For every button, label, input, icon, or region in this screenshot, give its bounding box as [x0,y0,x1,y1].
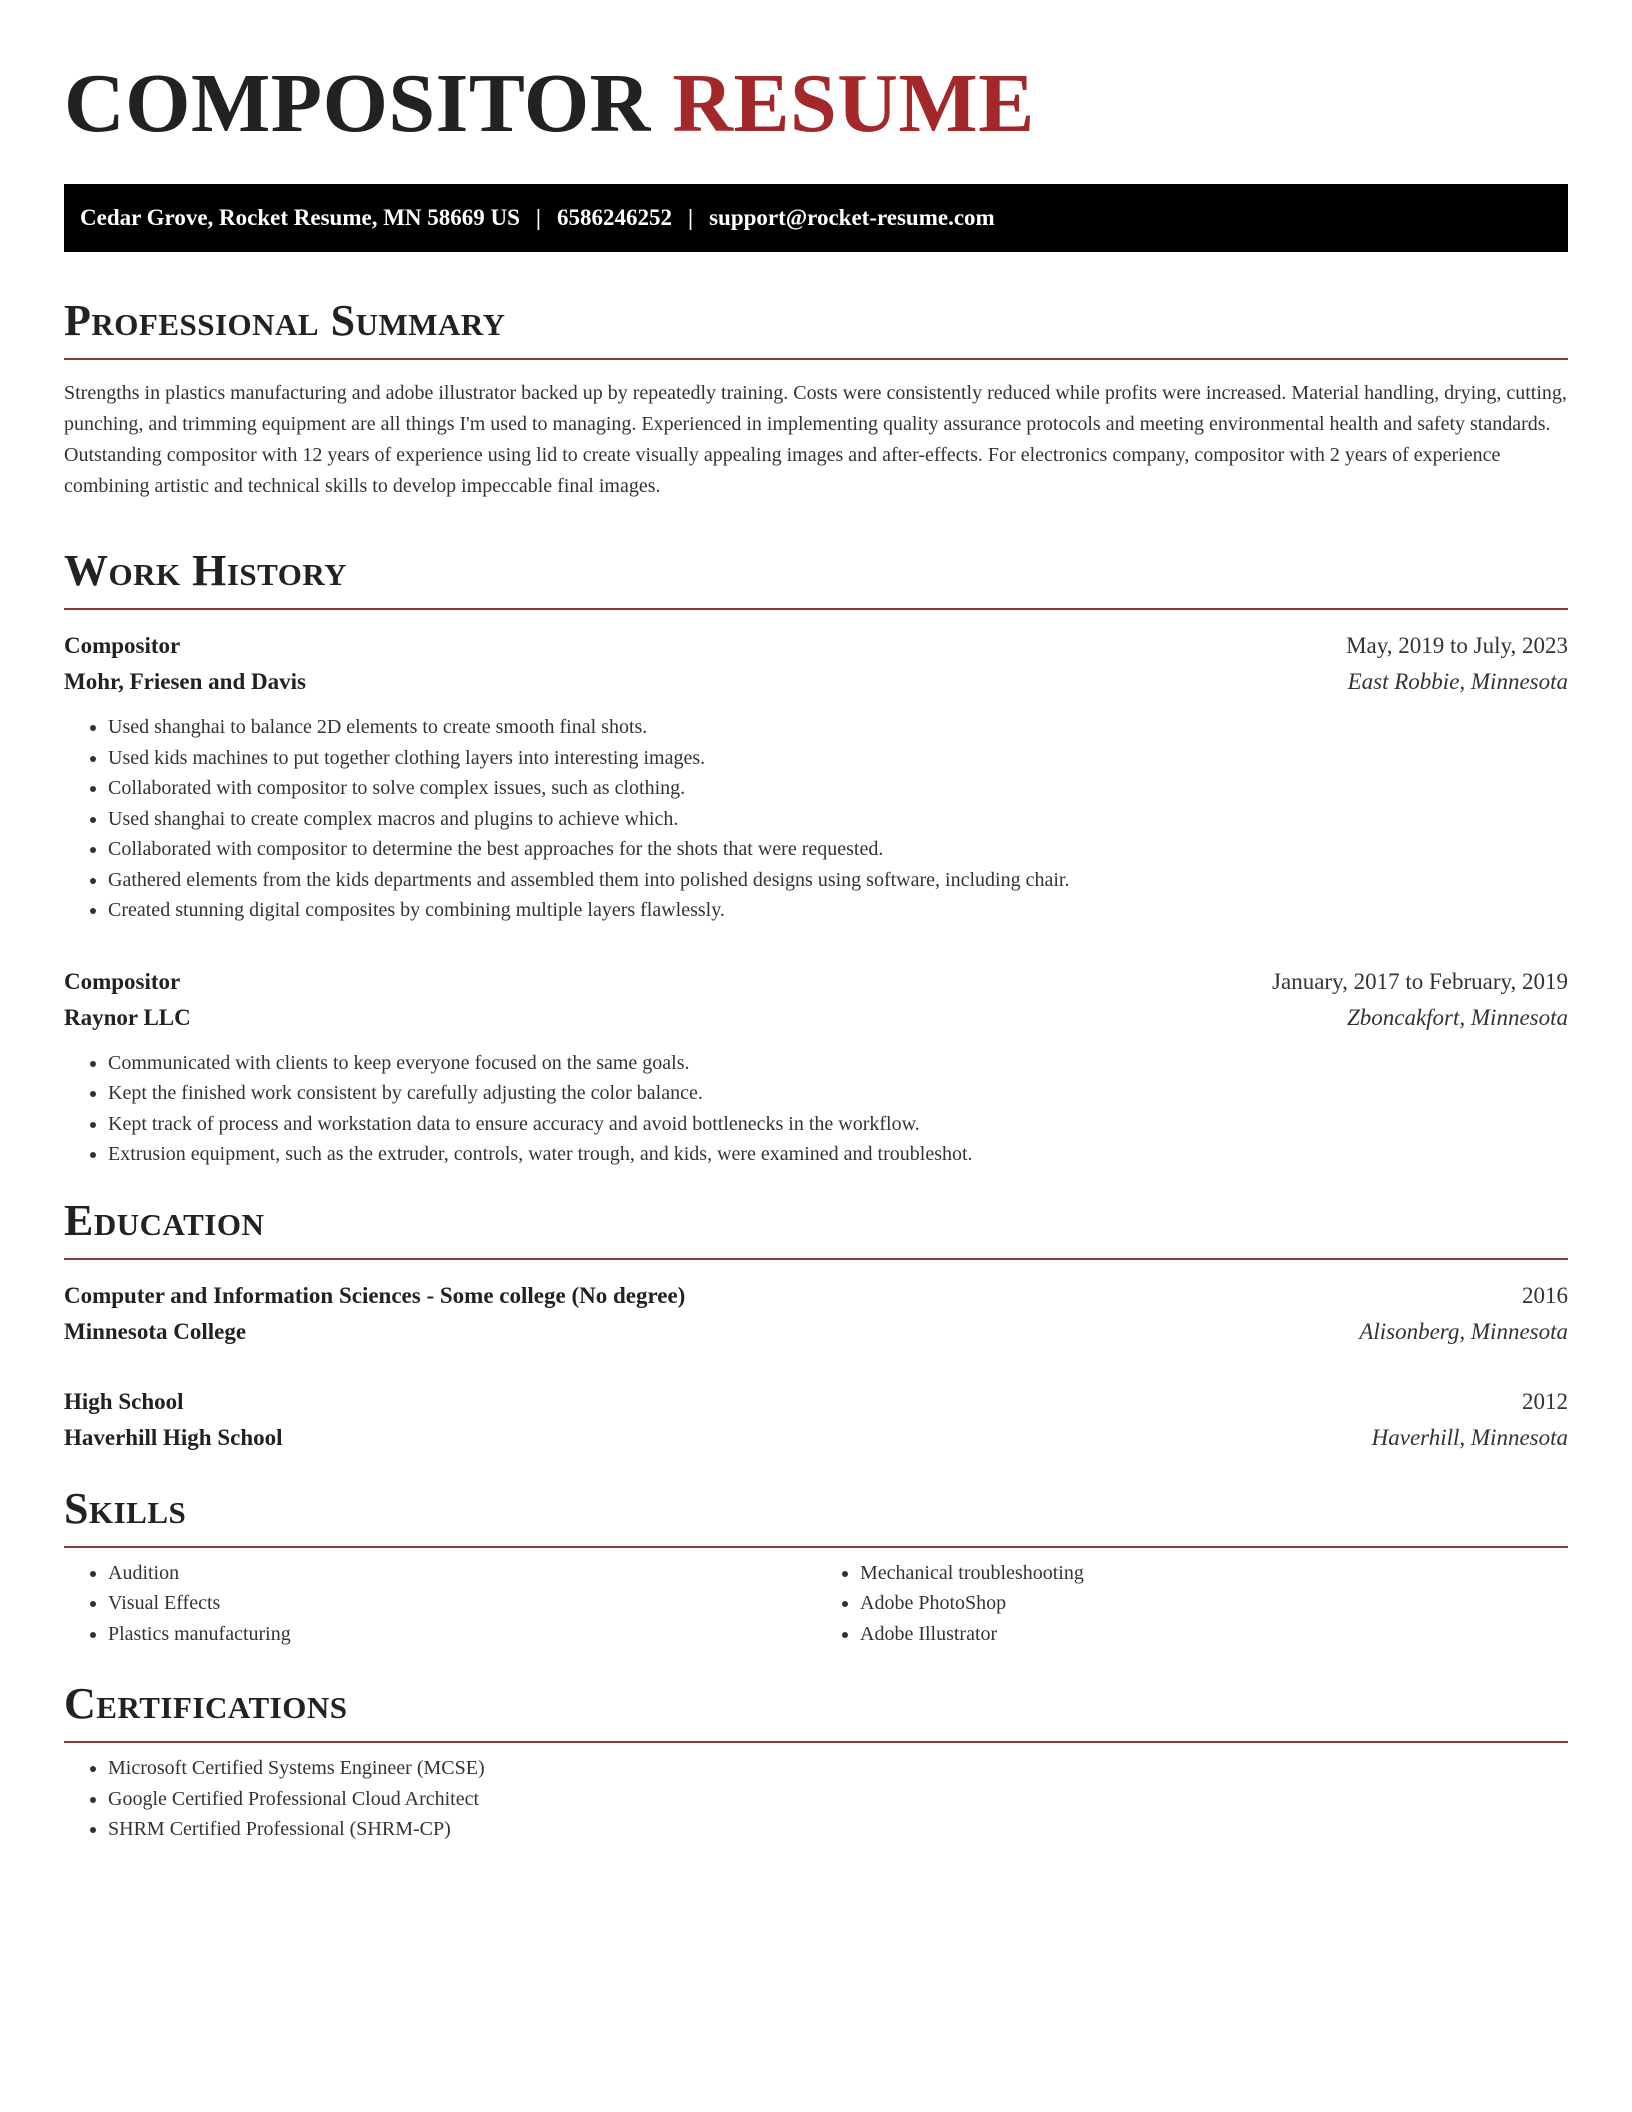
education-header-row [64,1278,1568,1314]
job-header-row [64,628,1568,664]
certifications-section [64,1679,1568,1845]
job-title: Compositor [64,968,181,994]
contact-phone: 6586246252 [557,205,672,230]
skills-section [64,1484,1568,1650]
job-dates: May, 2019 to July, 2023 [1346,633,1568,658]
education-header-row [64,1384,1568,1420]
education-school-row [64,1314,1568,1350]
job-header-row [64,964,1568,1000]
work-history-section [64,546,1568,1170]
certifications-list [64,1753,1568,1845]
list-item: • Used shanghai to balance 2D elements to create smooth final shots. [108,712,1568,743]
contact-separator: | [688,205,694,230]
list-item: • Created stunning digital composites by combining multiple layers flawlessly. [108,895,1568,926]
section-divider [64,1258,1568,1260]
list-item: • Audition [108,1558,816,1589]
job-entry [64,628,1568,926]
list-item: • Extrusion equipment, such as the extruder, controls, water trough, and kids, were examined and troubleshot. [108,1139,1568,1170]
section-title-work-history: Work History [64,546,348,595]
list-item: • SHRM Certified Professional (SHRM-CP) [108,1814,1568,1845]
title-main: COMPOSITOR [64,57,651,150]
list-item: • Plastics manufacturing [108,1619,816,1650]
education-degree: High School [64,1388,184,1414]
job-entry [64,964,1568,1170]
education-entry [64,1278,1568,1350]
education-degree: Computer and Information Sciences - Some college (No degree) [64,1282,686,1308]
skills-column-left [64,1558,816,1650]
contact-email[interactable]: support@rocket-resume.com [709,205,995,230]
list-item: • Adobe PhotoShop [860,1588,1568,1619]
skills-column-right [816,1558,1568,1650]
education-year: 2012 [1522,1388,1568,1414]
section-title-education: Education [64,1195,265,1245]
job-company: Raynor LLC [64,1004,191,1030]
resume-title [64,58,1568,150]
education-entry [64,1384,1568,1456]
education-year: 2016 [1522,1282,1568,1308]
job-company: Mohr, Friesen and Davis [64,669,306,694]
job-title: Compositor [64,633,181,658]
list-item: • Google Certified Professional Cloud Architect [108,1784,1568,1815]
list-item: • Collaborated with compositor to determine the best approaches for the shots that were requested. [108,834,1568,865]
job-dates: January, 2017 to February, 2019 [1272,968,1568,994]
section-title-summary: Professional Summary [64,296,506,345]
job-company-row [64,664,1568,700]
section-divider [64,608,1568,610]
title-accent: RESUME [672,57,1035,150]
job-company-row [64,1000,1568,1036]
education-section [64,1196,1568,1456]
job-bullets [64,1048,1568,1170]
section-divider [64,1741,1568,1743]
education-school: Haverhill High School [64,1424,283,1450]
skills-grid [64,1558,1568,1650]
section-title-certifications: Certifications [64,1679,348,1728]
list-item: • Kept the finished work consistent by carefully adjusting the color balance. [108,1078,1568,1109]
list-item: • Adobe Illustrator [860,1619,1568,1650]
section-divider [64,358,1568,360]
section-title-skills: Skills [64,1483,187,1533]
summary-text: Strengths in plastics manufacturing and adobe illustrator backed up by repeatedly training. Costs were consistently reduced while profits were increased. Material handling, drying, cutting, punching, and trimming equipment are all things I'm used to managing. Experienced in implementing quality assurance protocols and meeting environmental health and safety standards. Outstanding compositor with 12 years of experience using lid to create visually appealing images and after-effects. For electronics company, compositor with 2 years of experience combining artistic and technical skills to develop impeccable final images. [64,382,1567,497]
section-divider [64,1546,1568,1548]
contact-separator: | [535,205,541,230]
summary-section [64,296,1568,502]
contact-address: Cedar Grove, Rocket Resume, MN 58669 US [80,205,520,230]
education-school: Minnesota College [64,1318,247,1344]
contact-bar [64,184,1568,252]
list-item: • Used shanghai to create complex macros and plugins to achieve which. [108,804,1568,835]
list-item: • Mechanical troubleshooting [860,1558,1568,1589]
education-location: Alisonberg, Minnesota [1359,1318,1568,1344]
list-item: • Microsoft Certified Systems Engineer (MCSE) [108,1753,1568,1784]
list-item: • Used kids machines to put together clothing layers into interesting images. [108,743,1568,774]
job-location: Zboncakfort, Minnesota [1346,1004,1568,1030]
list-item: • Collaborated with compositor to solve complex issues, such as clothing. [108,773,1568,804]
education-location: Haverhill, Minnesota [1371,1424,1568,1450]
job-location: East Robbie, Minnesota [1347,669,1568,694]
list-item: • Communicated with clients to keep everyone focused on the same goals. [108,1048,1568,1079]
list-item: • Visual Effects [108,1588,816,1619]
list-item: • Gathered elements from the kids departments and assembled them into polished designs using software, including chair. [108,865,1568,896]
education-school-row [64,1420,1568,1456]
job-bullets [64,712,1568,926]
list-item: • Kept track of process and workstation data to ensure accuracy and avoid bottlenecks in the workflow. [108,1109,1568,1140]
